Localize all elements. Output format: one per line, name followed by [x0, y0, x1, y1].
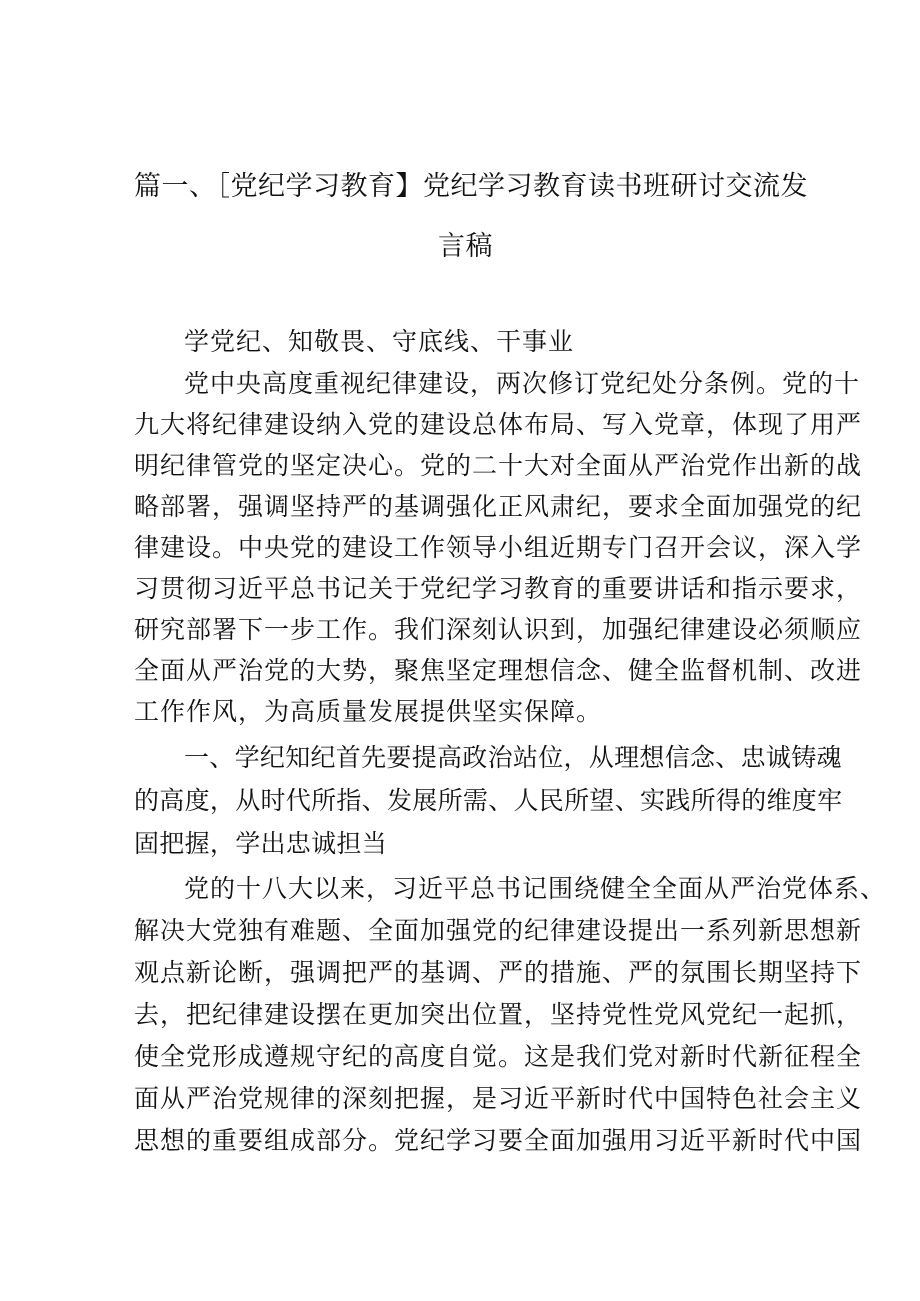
- paragraph-1-line: 党中央高度重视纪律建设，两次修订党纪处分条例。党的十: [184, 369, 861, 398]
- section-heading-line: 一、学纪知纪首先要提高政治站位，从理想信念、忠诚铸魂: [184, 743, 842, 772]
- section-heading-line: 的高度，从时代所指、发展所需、人民所望、实践所得的维度牢: [134, 786, 843, 815]
- paragraph-2-line: 党的十八大以来，习近平总书记围绕健全全面从严治党体系、: [184, 874, 887, 903]
- paragraph-2-line: 去，把纪律建设摆在更加突出位置，坚持党性党风党纪一起抓，: [134, 1000, 863, 1029]
- paragraph-2-line: 面从严治党规律的深刻把握，是习近平新时代中国特色社会主义: [134, 1084, 863, 1113]
- paragraph-2-line: 观点新论断，强调把严的基调、严的措施、严的氛围长期坚持下: [134, 958, 863, 987]
- subtitle: 学党纪、知敬畏、守底线、干事业: [184, 327, 575, 356]
- section-heading-line: 固把握，学出忠诚担当: [134, 829, 388, 858]
- paragraph-1-line: 明纪律管党的坚定决心。党的二十大对全面从严治党作出新的战: [134, 451, 863, 480]
- paragraph-2-line: 使全党形成遵规守纪的高度自觉。这是我们党对新时代新征程全: [134, 1042, 863, 1071]
- paragraph-1-line: 略部署，强调坚持严的基调强化正风肃纪，要求全面加强党的纪: [134, 492, 863, 521]
- document-title-line-2: 言稿: [438, 231, 493, 262]
- document-title-line-1: 篇一、［党纪学习教育】党纪学习教育读书班研讨交流发: [134, 171, 808, 202]
- paragraph-2-line: 思想的重要组成部分。党纪学习要全面加强用习近平新时代中国: [134, 1126, 863, 1155]
- paragraph-1-line: 研究部署下一步工作。我们深刻认识到，加强纪律建设必须顺应: [134, 615, 863, 644]
- paragraph-2-line: 解决大党独有难题、全面加强党的纪律建设提出一系列新思想新: [134, 916, 863, 945]
- paragraph-1-line: 全面从严治党的大势，聚焦坚定理想信念、健全监督机制、改进: [134, 656, 863, 685]
- paragraph-1-line: 习贯彻习近平总书记关于党纪学习教育的重要讲话和指示要求，: [134, 574, 863, 603]
- paragraph-1-line: 工作作风，为高质量发展提供坚实保障。: [134, 697, 603, 726]
- paragraph-1-line: 九大将纪律建设纳入党的建设总体布局、写入党章，体现了用严: [134, 410, 863, 439]
- paragraph-1-line: 律建设。中央党的建设工作领导小组近期专门召开会议，深入学: [134, 533, 863, 562]
